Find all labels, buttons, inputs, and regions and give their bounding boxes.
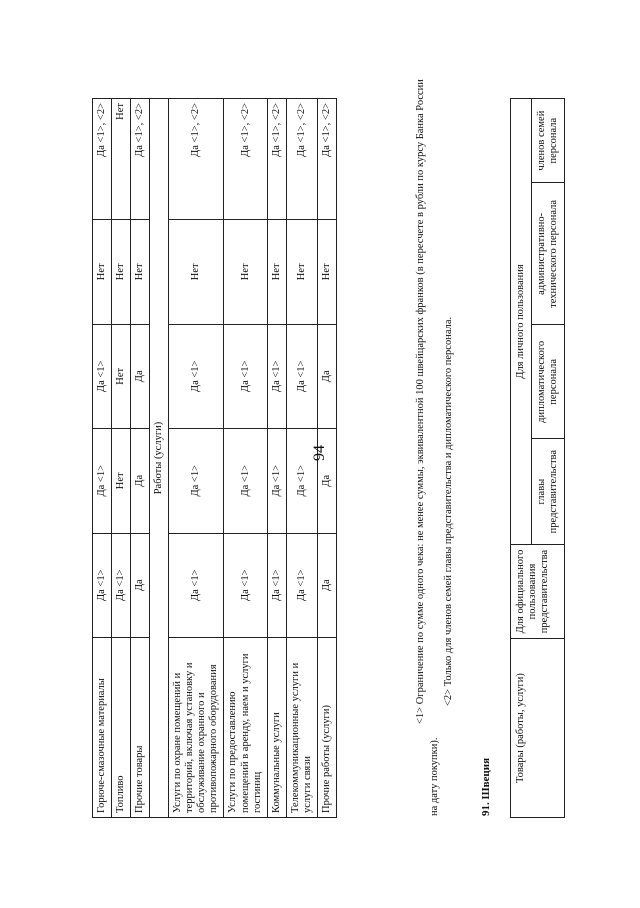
row-value: Да: [131, 324, 150, 428]
footnote-1: <1> Ограничение по сумме одного чека: не менее суммы, эквивалентной 100 швейцарских франков (в пересчете в рубли по курсу Банка России на дату покупки).: [415, 79, 441, 816]
row-value: Да <1>: [169, 429, 224, 533]
row-value: Да <1>: [93, 533, 112, 637]
table-row: [93, 99, 112, 818]
header-official: Для официального пользования представительства: [511, 545, 565, 639]
row-value: Нет: [267, 220, 286, 324]
row-value: Да <1>, <2>: [93, 99, 112, 220]
table-row: [131, 99, 150, 818]
row-label: Телекоммуникационные услуги и услуги связи: [286, 638, 317, 818]
header-diplomatic: дипломатического персонала: [532, 325, 565, 439]
row-value: Нет: [317, 220, 336, 324]
row-value: Да: [131, 533, 150, 637]
section-title: Работы (услуги): [150, 99, 169, 818]
row-value: Да <1>: [267, 533, 286, 637]
row-value: Нет: [169, 220, 224, 324]
row-value: Да: [317, 533, 336, 637]
row-label: Коммунальные услуги: [267, 638, 286, 818]
footnote-2: <2> Только для членов семей главы представительства и дипломатического персонала.: [443, 316, 455, 706]
row-value: Да <1>, <2>: [286, 99, 317, 220]
row-value: Нет: [112, 324, 131, 428]
sweden-header-table: [510, 98, 565, 818]
row-value: Да <1>: [93, 324, 112, 428]
section-row: [150, 99, 169, 818]
row-value: Да <1>: [224, 324, 267, 428]
row-label: Горюче-смазочные материалы: [93, 638, 112, 818]
row-value: Нет: [93, 220, 112, 324]
row-value: Да: [317, 324, 336, 428]
row-value: Да <1>: [286, 533, 317, 637]
table-row: [224, 99, 267, 818]
row-value: Нет: [286, 220, 317, 324]
row-value: Нет: [112, 429, 131, 533]
header-head: главы представительства: [532, 439, 565, 545]
row-label: Услуги по предоставлению помещений в аренду, наем и услуги гостиниц: [224, 638, 267, 818]
row-value: Да <1>: [286, 324, 317, 428]
row-value: Да <1>: [224, 533, 267, 637]
footnotes: [414, 76, 457, 816]
row-value: Да: [131, 429, 150, 533]
row-value: Да <1>: [267, 429, 286, 533]
row-value: Да <1>, <2>: [224, 99, 267, 220]
row-value: Да <1>: [169, 324, 224, 428]
row-value: Да <1>: [286, 429, 317, 533]
row-value: Да <1>, <2>: [169, 99, 224, 220]
row-value: Да <1>: [169, 533, 224, 637]
row-label: Прочие работы (услуги): [317, 638, 336, 818]
row-value: Да <1>: [224, 429, 267, 533]
row-value: Нет: [131, 220, 150, 324]
customs-table: [92, 98, 337, 818]
row-value: Да <1>: [93, 429, 112, 533]
row-value: Да <1>, <2>: [131, 99, 150, 220]
row-value: Да <1>: [112, 533, 131, 637]
header-family: членов семей персонала: [532, 99, 565, 183]
header-admin: административно-технического персонала: [532, 183, 565, 325]
table-row: [267, 99, 286, 818]
row-value: Нет: [112, 220, 131, 324]
header-personal: Для личного пользования: [511, 99, 532, 545]
page-number: 94: [311, 445, 328, 461]
row-label: Прочие товары: [131, 638, 150, 818]
table-row: [169, 99, 224, 818]
row-value: Нет: [224, 220, 267, 324]
row-label: Услуги по охране помещений и территорий, включая установку и обслуживание охранного и противопожарного оборудования: [169, 638, 224, 818]
row-value: Да <1>: [267, 324, 286, 428]
row-value: Да <1>, <2>: [267, 99, 286, 220]
row-label: Топливо: [112, 638, 131, 818]
table-row: [112, 99, 131, 818]
section-heading: 91. Швеция: [480, 757, 492, 816]
row-value: Да <1>, <2>: [317, 99, 336, 220]
header-goods: Товары (работы, услуги): [511, 639, 565, 818]
row-value: Да: [317, 429, 336, 533]
row-value: Нет: [112, 99, 131, 220]
